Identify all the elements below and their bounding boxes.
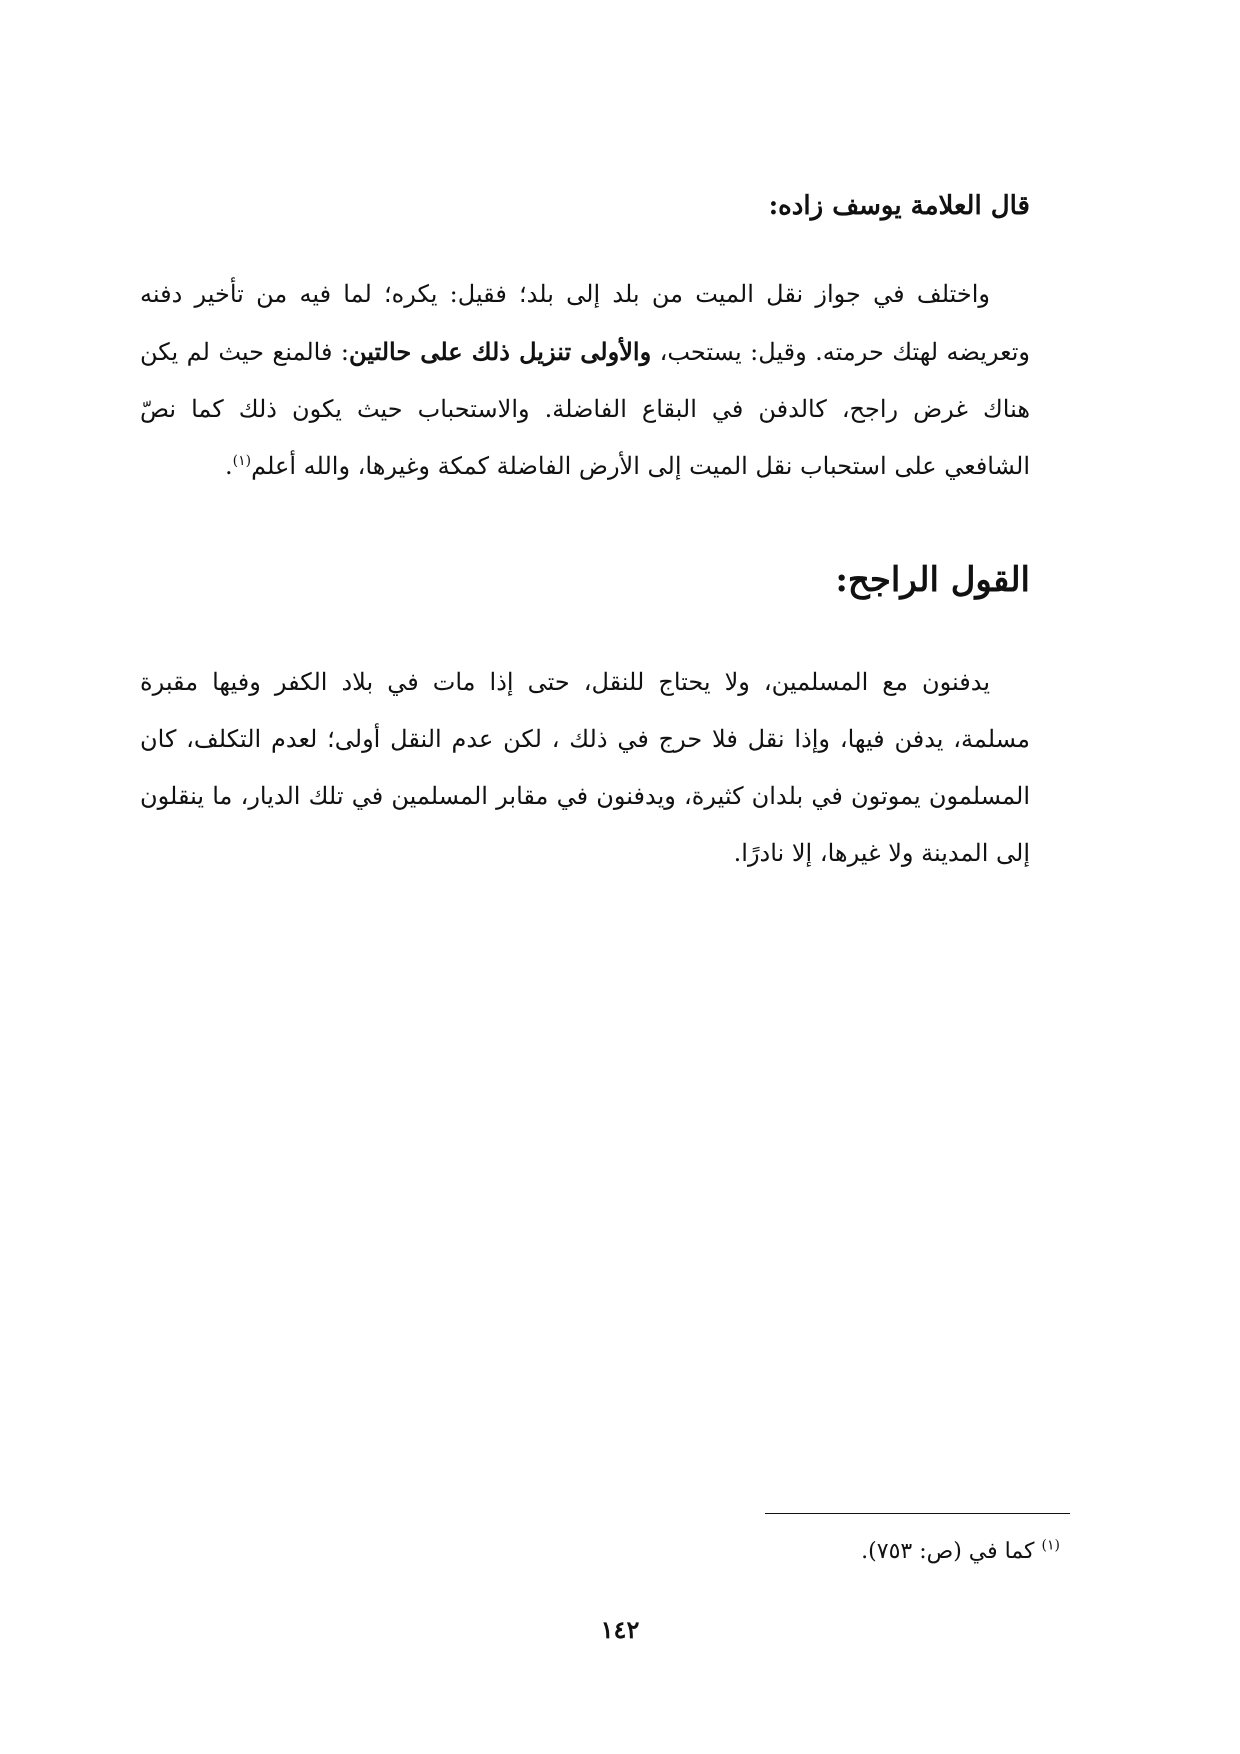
footnote-text: كما في (ص: ٧٥٣). bbox=[861, 1539, 1042, 1564]
footnote-reference[interactable]: (١) bbox=[232, 453, 252, 469]
footnote-separator bbox=[765, 1513, 1070, 1514]
section-heading: القول الراجح: bbox=[835, 560, 1030, 600]
paragraph-2 bbox=[140, 654, 1030, 882]
footnote bbox=[861, 1534, 1060, 1570]
paragraph-1-bold-phrase: والأولى تنزيل ذلك على حالتين bbox=[348, 337, 652, 366]
paragraph-1-ending: . bbox=[225, 452, 233, 480]
paragraph-2-text: يدفنون مع المسلمين، ولا يحتاج للنقل، حتى إذا مات في بلاد الكفر وفيها مقبرة مسلمة، يدفن فيها، وإذا نقل فلا حرج في ذلك ، لكن عدم النقل أولى؛ لعدم التكلف، كان المسلمون يموتون في بلدان كثيرة، ويدفنون في مقابر المسلمين في تلك الديار، ما ينقلون إلى المدينة ولا غيرها، إلا نادرًا. bbox=[140, 668, 1030, 867]
paragraph-1-text-before-bold: واختلف في جواز نقل الميت من بلد إلى بلد؛ فقيل: يكره؛ لما فيه من تأخير دفنه وتعريضه لهتك حرمته. وقيل: يستحب، bbox=[140, 280, 1030, 366]
intro-title: قال العلامة يوسف زاده: bbox=[768, 191, 1030, 221]
paragraph-1-text-after-bold: : فالمنع حيث لم يكن هناك غرض راجح، كالدفن في البقاع الفاضلة. والاستحباب حيث يكون ذلك كما نصّ الشافعي على استحباب نقل الميت إلى الأرض الفاضلة كمكة وغيرها، والله أعلم bbox=[140, 338, 1030, 480]
page-number: ١٤٢ bbox=[600, 1615, 640, 1644]
paragraph-1 bbox=[140, 266, 1030, 495]
footnote-marker: (١) bbox=[1041, 1537, 1060, 1554]
